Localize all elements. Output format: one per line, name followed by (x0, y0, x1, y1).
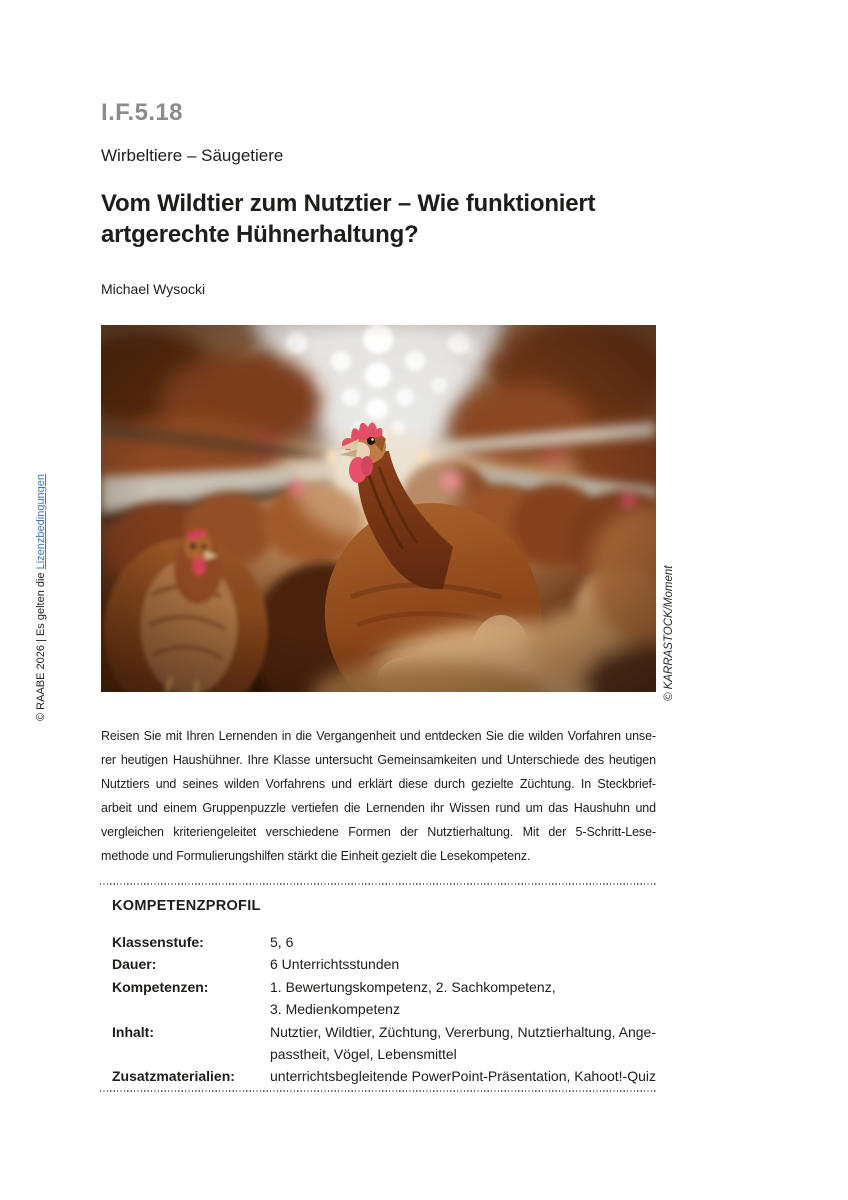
intro-paragraph: Reisen Sie mit Ihren Lernenden in die Vergangenheit und entdecken Sie die wilden Vorfahren unse- rer heutigen Haushühner. Ihre Klasse untersucht Gemeinsamkeiten und Unterschiede des heutigen Nutztiers und seines wilden Vorfahrens und erklärt diese durch gezielte Züchtung. In Steckbrief- arbeit und einem Gruppenpuzzle vertiefen die Lernenden ihr Wissen rund um das Haushuhn und vergleichen kriteriengeleitet verschiedene Formen der Nutztierhaltung. Mit der 5-Schritt-Lese- methode und Formulierungshilfen stärkt die Einheit gezielt die Lesekompetenz. (101, 729, 656, 863)
profile-label: Dauer: (112, 956, 157, 973)
profile-label: Klassenstufe: (112, 934, 204, 950)
profile-value: 6 Unterrichtsstunden (270, 956, 400, 973)
vignette-overlay (101, 325, 656, 692)
profile-label: Inhalt: (112, 1023, 154, 1040)
profile-heading: KOMPETENZPROFIL (112, 898, 261, 914)
category-label: Wirbeltiere – Säugetiere (101, 146, 284, 165)
profile-row-inhalt (112, 1021, 657, 1066)
photo-credit: © KARRASTOCK/Moment (663, 565, 675, 701)
competence-profile (112, 898, 657, 1088)
copyright-sidebar (35, 474, 47, 721)
chicken-barn-photo (101, 325, 656, 692)
license-link[interactable]: Lizenzbedingungen (35, 473, 47, 570)
profile-divider-bottom (100, 1090, 657, 1092)
page-title: Vom Wildtier zum Nutztier – Wie funktioniert artgerechte Hühnerhaltung? (101, 190, 596, 248)
profile-value: Nutztier, Wildtier, Züchtung, Vererbung, Nutztierhaltung, Ange- passtheit, Vögel, Lebensmittel (270, 1023, 656, 1063)
author-name: Michael Wysocki (101, 281, 206, 297)
profile-label: Zusatzmaterialien: (112, 1068, 235, 1085)
profile-row-klassenstufe (112, 931, 657, 953)
profile-label: Kompetenzen: (112, 978, 209, 995)
document-code: I.F.5.18 (101, 99, 183, 126)
profile-divider-top (100, 883, 657, 885)
profile-row-kompetenzen (112, 976, 657, 1021)
profile-value: 5, 6 (270, 934, 294, 950)
profile-value: 1. Bewertungskompetenz, 2. Sachkompetenz, 3. Medienkompetenz (270, 978, 556, 1018)
chicken-barn-illustration (101, 325, 656, 692)
profile-row-dauer (112, 953, 657, 975)
profile-value: unterrichtsbegleitende PowerPoint-Präsentation, Kahoot!-Quiz (270, 1068, 656, 1085)
copyright-text: © RAABE 2026 | Es gelten die (35, 569, 47, 721)
profile-row-zusatzmaterialien (112, 1065, 657, 1087)
